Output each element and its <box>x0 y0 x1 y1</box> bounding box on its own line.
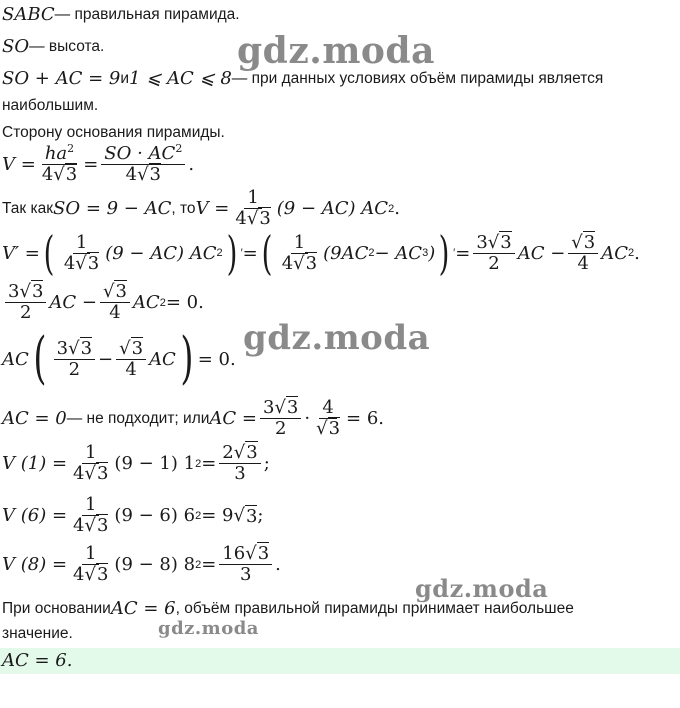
line-11: V (1) = $\frac{1}{4√3}$ (9 − 1) 1 2 = $\frac{2√3}{3}$ ; <box>2 442 270 484</box>
fraction: $\frac{SO \cdot AC^2}{4√3}$ <box>101 144 185 185</box>
math: V = <box>2 154 36 175</box>
text: — правильная пирамида. <box>54 5 240 23</box>
line-7: V′ = ( $\frac{1}{4√3}$ (9 − AC) AC 2 ) ′ = ( $\frac{1}{4√3}$ (9AC 2 − AC 3 ) ) ′ = $\frac{3√3}{2}$ AC − $\frac{√3}{4}$ AC 2 . <box>2 226 640 280</box>
watermark: gdz.moda <box>243 318 431 358</box>
line-1 <box>2 4 240 25</box>
text: наибольшим. <box>2 97 99 114</box>
watermark: gdz.moda <box>237 30 435 72</box>
fraction: $\frac{2√3}{3}$ <box>219 443 260 484</box>
fraction: $\frac{1}{4√3}$ <box>73 442 109 484</box>
line-3b <box>2 97 98 115</box>
fraction: $\frac{3√3}{2}$ <box>260 398 301 439</box>
line-14b: значение. <box>2 625 73 642</box>
fraction: $\frac{1}{4√3}$ <box>73 494 109 536</box>
line-3 <box>2 68 603 89</box>
answer-box <box>0 648 680 674</box>
fraction: $\frac{3√3}{2}$ <box>54 339 95 380</box>
text: и <box>120 69 130 87</box>
line-12: V (6) = $\frac{1}{4√3}$ (9 − 6) 6 2 = 9 √ 3 ; <box>2 494 264 536</box>
fraction: $\frac{1}{4√3}$ <box>63 231 100 274</box>
fraction: $\frac{1}{4√3}$ <box>235 187 271 229</box>
line-14: При основании AC = 6 , объём правильной пирамиды принимает наибольшее <box>2 598 574 619</box>
fraction: $\frac{1}{4√3}$ <box>281 231 318 274</box>
fraction: $\frac{√3}{4}$ <box>100 282 130 323</box>
math: 1 ⩽ AC ⩽ 8 <box>129 68 232 89</box>
fraction: $\frac{√3}{4}$ <box>568 233 598 274</box>
math: SO <box>2 36 30 57</box>
watermark: gdz.moda <box>415 574 549 603</box>
fraction: $\frac{4}{√3}$ <box>316 397 341 439</box>
line-10: AC = 0 — не подходит; или AC = $\frac{3√3}{2}$ · $\frac{4}{√3}$ = 6. <box>2 397 385 439</box>
text: — высота. <box>29 37 105 55</box>
math: SO + AC = 9 <box>2 68 121 89</box>
line-9: AC ( $\frac{3√3}{2}$ − $\frac{√3}{4}$ AC ) = 0. <box>2 326 236 391</box>
line-6: Так как SO = 9 − AC , то V = $\frac{1}{4√3}$ (9 − AC) AC 2 . <box>2 187 400 229</box>
watermark: gdz.moda <box>158 618 259 639</box>
text: — при данных условиях объём пирамиды является <box>231 69 604 87</box>
fraction: $\frac{3√3}{2}$ <box>473 233 514 274</box>
fraction: $\frac{√3}{4}$ <box>116 339 146 380</box>
line-2 <box>2 36 104 57</box>
fraction: $\frac{1}{4√3}$ <box>73 543 109 585</box>
line-5: V = $\frac{ha^2}{4√3}$ = $\frac{SO \cdot AC^2}{4√3}$ . <box>2 142 195 185</box>
answer: AC = 6. <box>2 650 73 671</box>
fraction: $\frac{16√3}{3}$ <box>219 544 272 585</box>
line-8: $\frac{3√3}{2}$ AC − $\frac{√3}{4}$ AC 2 = 0. <box>2 282 204 323</box>
text: Сторону основания пирамиды. <box>2 124 225 141</box>
math: SABC <box>2 4 55 25</box>
fraction: $\frac{3√3}{2}$ <box>5 282 46 323</box>
fraction: $\frac{ha^2}{4√3}$ <box>41 142 78 185</box>
line-13: V (8) = $\frac{1}{4√3}$ (9 − 8) 8 2 = $\frac{16√3}{3}$ . <box>2 543 281 585</box>
line-4 <box>2 124 225 142</box>
